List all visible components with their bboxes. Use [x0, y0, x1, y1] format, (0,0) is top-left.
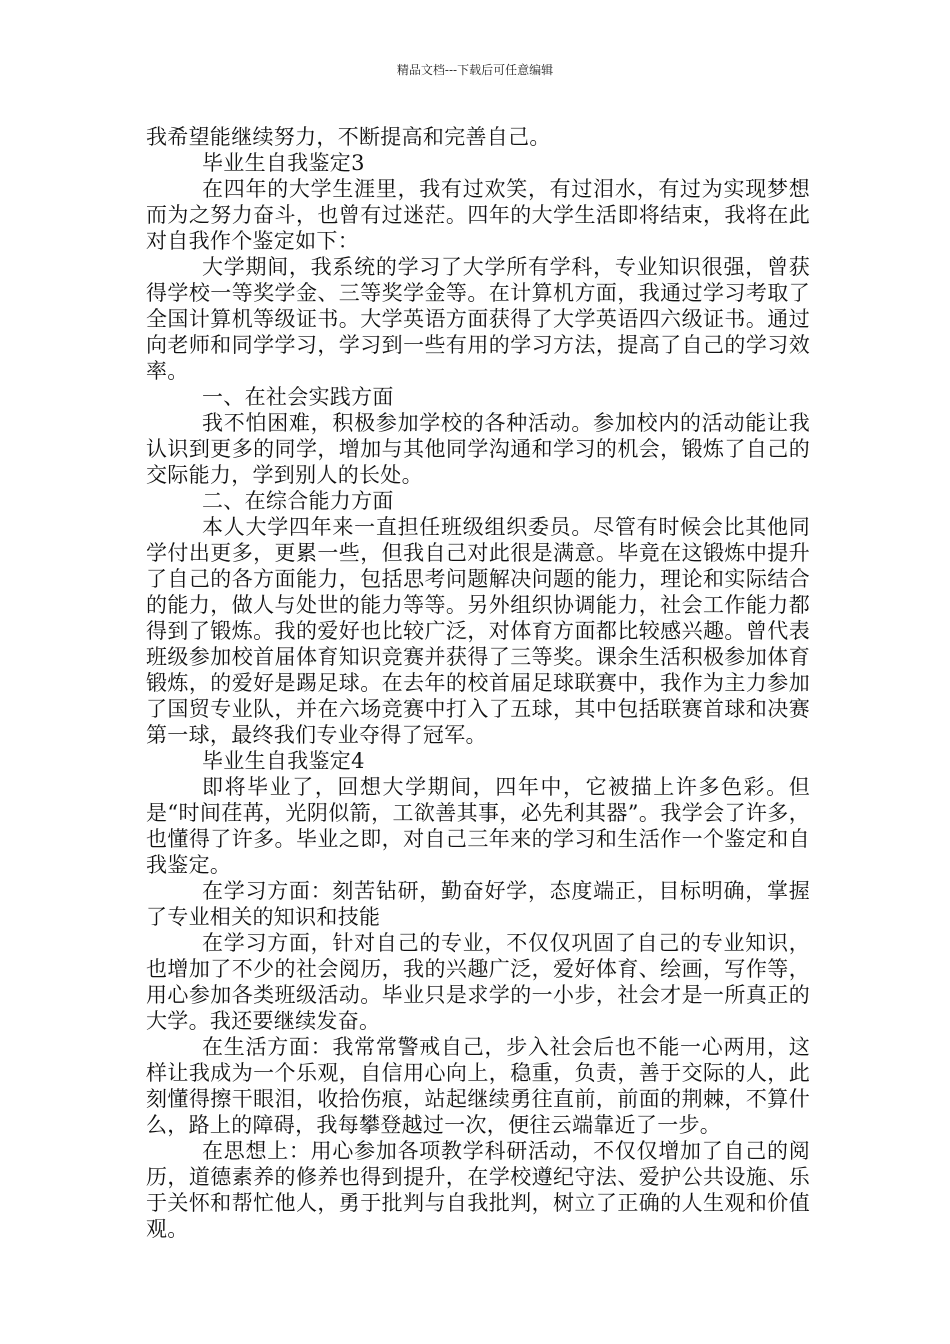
paragraph: 本人大学四年来一直担任班级组织委员。尽管有时候会比其他同学付出更多，更累一些，但我自己对此很是满意。毕竟在这锻炼中提升了自己的各方面能力，包括思考问题解决问题的能力，理论和实际结合的能力，做人与处世的能力等等。另外组织协调能力，社会工作能力都得到了锻炼。我的爱好也比较广泛，对体育方面都比较感兴趣。曾代表班级参加校首届体育知识竞赛并获得了三等奖。课余生活积极参加体育锻炼，的爱好是踢足球。在去年的校首届足球联赛中，我作为主力参加了国贸专业队，并在六场竞赛中打入了五球，其中包括联赛首球和决赛第一球，最终我们专业夺得了冠军。: [146, 515, 810, 747]
paragraph-continuation: 我希望能继续努力，不断提高和完善自己。: [146, 125, 551, 149]
paragraph: 在学习方面：刻苦钻研，勤奋好学，态度端正，目标明确，掌握了专业相关的知识和技能: [146, 879, 810, 929]
paragraph: 在学习方面，针对自己的专业，不仅仅巩固了自己的专业知识，也增加了不少的社会阅历，我的兴趣广泛，爱好体育、绘画，写作等，用心参加各类班级活动。毕业只是求学的一小步，社会才是一所真正的大学。我还要继续发奋。: [146, 931, 810, 1033]
paragraph: 大学期间，我系统的学习了大学所有学科，专业知识很强，曾获得学校一等奖学金、三等奖学金等。在计算机方面，我通过学习考取了全国计算机等级证书。大学英语方面获得了大学英语四六级证书。通过向老师和同学学习，学习到一些有用的学习方法，提高了自己的学习效率。: [146, 255, 810, 383]
paragraph: 在四年的大学生涯里，我有过欢笑，有过泪水，有过为实现梦想而为之努力奋斗，也曾有过迷茫。四年的大学生活即将结束，我将在此对自我作个鉴定如下：: [146, 177, 810, 253]
section-heading-4: 毕业生自我鉴定4: [202, 749, 365, 773]
paragraph: 在生活方面：我常常警戒自己，步入社会后也不能一心两用，这样让我成为一个乐观，自信用心向上，稳重，负责，善于交际的人，此刻懂得擦干眼泪，收拾伤痕，站起继续勇往直前，前面的荆棘，不算什么，路上的障碍，我每攀登越过一次，便往云端靠近了一步。: [146, 1035, 810, 1137]
document-body: [146, 124, 810, 1242]
paragraph: 即将毕业了，回想大学期间，四年中，它被描上许多色彩。但是“时间荏苒，光阴似箭，工欲善其事，必先利其器”。我学会了许多，也懂得了许多。毕业之即，对自己三年来的学习和生活作一个鉴定和自我鉴定。: [146, 775, 810, 877]
page-header: 精品文档---下载后可任意编辑: [396, 63, 554, 77]
subheading-social-practice: 一、在社会实践方面: [202, 385, 394, 409]
paragraph: 我不怕困难，积极参加学校的各种活动。参加校内的活动能让我认识到更多的同学，增加与其他同学沟通和学习的机会，锻炼了自己的交际能力，学到别人的长处。: [146, 411, 810, 487]
paragraph: 在思想上：用心参加各项教学科研活动，不仅仅增加了自己的阅历，道德素养的修养也得到提升，在学校遵纪守法、爱护公共设施、乐于关怀和帮忙他人，勇于批判与自我批判，树立了正确的人生观和价值观。: [146, 1139, 810, 1241]
section-heading-3: 毕业生自我鉴定3: [202, 151, 365, 175]
subheading-comprehensive-ability: 二、在综合能力方面: [202, 489, 394, 513]
